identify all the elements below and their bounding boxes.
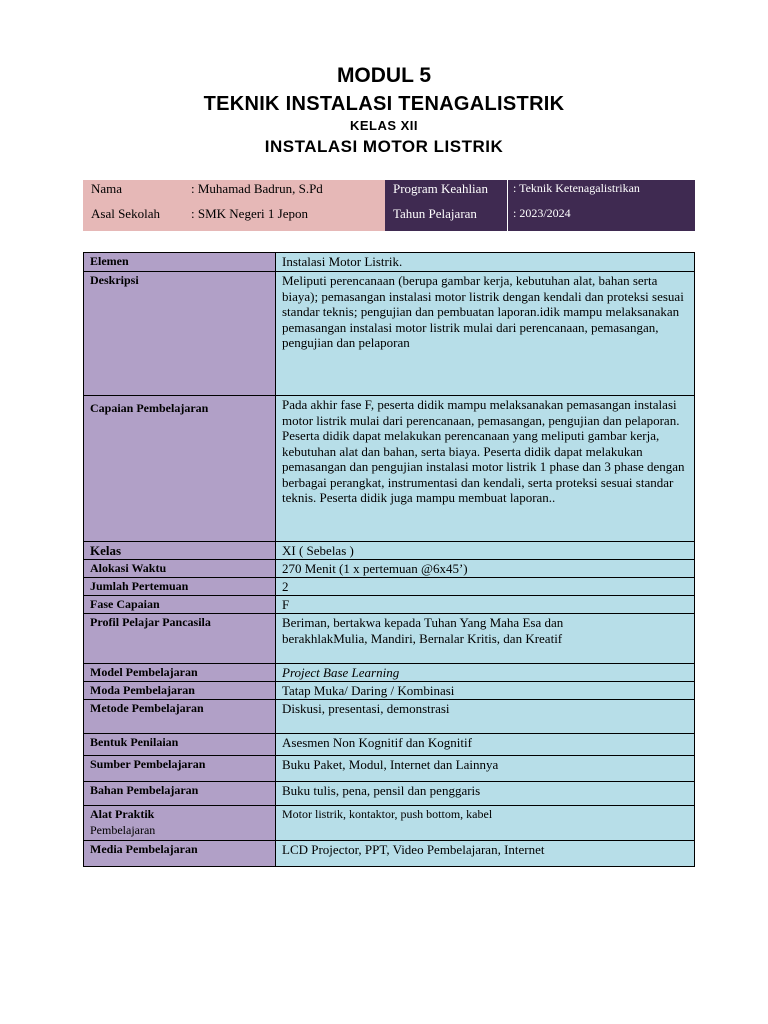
- module-class: KELAS XII: [349, 118, 419, 133]
- sekolah-label: Asal Sekolah: [91, 206, 160, 221]
- row-label: Model Pembelajaran: [84, 664, 276, 682]
- row-label: Kelas: [84, 542, 276, 560]
- module-number: MODUL 5: [336, 64, 432, 87]
- row-value: Tatap Muka/ Daring / Kombinasi: [276, 682, 695, 700]
- row-label: Alokasi Waktu: [84, 560, 276, 578]
- row-value: Buku tulis, pena, pensil dan penggaris: [276, 782, 695, 806]
- table-row: [84, 560, 695, 578]
- row-value: Asesmen Non Kognitif dan Kognitif: [276, 734, 695, 756]
- row-value: Diskusi, presentasi, demonstrasi: [276, 700, 695, 734]
- table-row: [84, 734, 695, 756]
- tahun-value: : 2023/2024: [513, 206, 571, 220]
- alat-label-line2: Pembelajaran: [90, 822, 156, 837]
- table-row: [84, 700, 695, 734]
- module-topic: INSTALASI MOTOR LISTRIK: [264, 137, 504, 156]
- table-row: [84, 841, 695, 867]
- table-row: [84, 756, 695, 782]
- program-label: Program Keahlian: [393, 181, 488, 196]
- row-value: LCD Projector, PPT, Video Pembelajaran, Internet: [276, 841, 695, 867]
- divider: [507, 180, 508, 231]
- row-value: Instalasi Motor Listrik.: [276, 253, 695, 272]
- identity-left-panel: [83, 180, 385, 231]
- row-value: 2: [276, 578, 695, 596]
- row-label: Bentuk Penilaian: [84, 734, 276, 756]
- row-label: Metode Pembelajaran: [84, 700, 276, 734]
- row-label: Sumber Pembelajaran: [84, 756, 276, 782]
- nama-label: Nama: [91, 181, 123, 196]
- row-label: Deskripsi: [84, 272, 276, 396]
- row-value: XI ( Sebelas ): [276, 542, 695, 560]
- row-label: [84, 806, 276, 841]
- table-row: [84, 806, 695, 841]
- row-value: Motor listrik, kontaktor, push bottom, kabel: [276, 806, 695, 841]
- row-label: Moda Pembelajaran: [84, 682, 276, 700]
- table-row: [84, 253, 695, 272]
- module-info-table: [83, 252, 695, 867]
- row-label: Bahan Pembelajaran: [84, 782, 276, 806]
- program-value: : Teknik Ketenagalistrikan: [513, 181, 640, 195]
- table-row: [84, 614, 695, 664]
- row-value: Meliputi perencanaan (berupa gambar kerja, kebutuhan alat, bahan serta biaya); pemasangan instalasi motor listrik dengan kendali dan proteksi sesuai standar teknis; pengujian dan pembuatan laporan.idik mampu melaksanakan pemasangan instalasi motor listrik mulai dari perencanaan, pemasangan, pengujian dan pelaporan: [276, 272, 695, 396]
- table-row: [84, 396, 695, 542]
- identity-header: [83, 180, 695, 231]
- row-value: Beriman, bertakwa kepada Tuhan Yang Maha Esa dan berakhlakMulia, Mandiri, Bernalar Kritis, dan Kreatif: [276, 614, 695, 664]
- row-value: F: [276, 596, 695, 614]
- row-label: Capaian Pembelajaran: [84, 396, 276, 542]
- row-label: Profil Pelajar Pancasila: [84, 614, 276, 664]
- row-value: 270 Menit (1 x pertemuan @6x45’): [276, 560, 695, 578]
- row-value: Pada akhir fase F, peserta didik mampu melaksanakan pemasangan instalasi motor listrik mulai dari perencanaan, pemasangan, pengujian dan pelaporan. Peserta didik dapat melakukan perencanaan yang meliputi gambar kerja, kebutuhan alat dan bahan, serta biaya. Peserta didik dapat melakukan pemasangan dan pengujian instalasi motor listrik 1 phase dan 3 phase dengan berbagai perangkat, instrumentasi dan kendali, serta proteksi sesuai standar teknis. Peserta didik juga mampu membuat laporan..: [276, 396, 695, 542]
- table-row: [84, 782, 695, 806]
- table-row: [84, 664, 695, 682]
- identity-right-panel: [385, 180, 695, 231]
- table-row: [84, 578, 695, 596]
- alat-label-line1: Alat Praktik: [90, 807, 155, 821]
- table-row: [84, 272, 695, 396]
- row-label: Elemen: [84, 253, 276, 272]
- row-value: Project Base Learning: [276, 664, 695, 682]
- module-subject: TEKNIK INSTALASI TENAGALISTRIK: [203, 93, 565, 115]
- row-value: Buku Paket, Modul, Internet dan Lainnya: [276, 756, 695, 782]
- table-row: [84, 682, 695, 700]
- table-row: [84, 542, 695, 560]
- tahun-label: Tahun Pelajaran: [393, 206, 477, 221]
- table-row: [84, 596, 695, 614]
- row-label: Media Pembelajaran: [84, 841, 276, 867]
- sekolah-value: : SMK Negeri 1 Jepon: [191, 206, 308, 221]
- nama-value: : Muhamad Badrun, S.Pd: [191, 181, 323, 196]
- row-label: Fase Capaian: [84, 596, 276, 614]
- row-label: Jumlah Pertemuan: [84, 578, 276, 596]
